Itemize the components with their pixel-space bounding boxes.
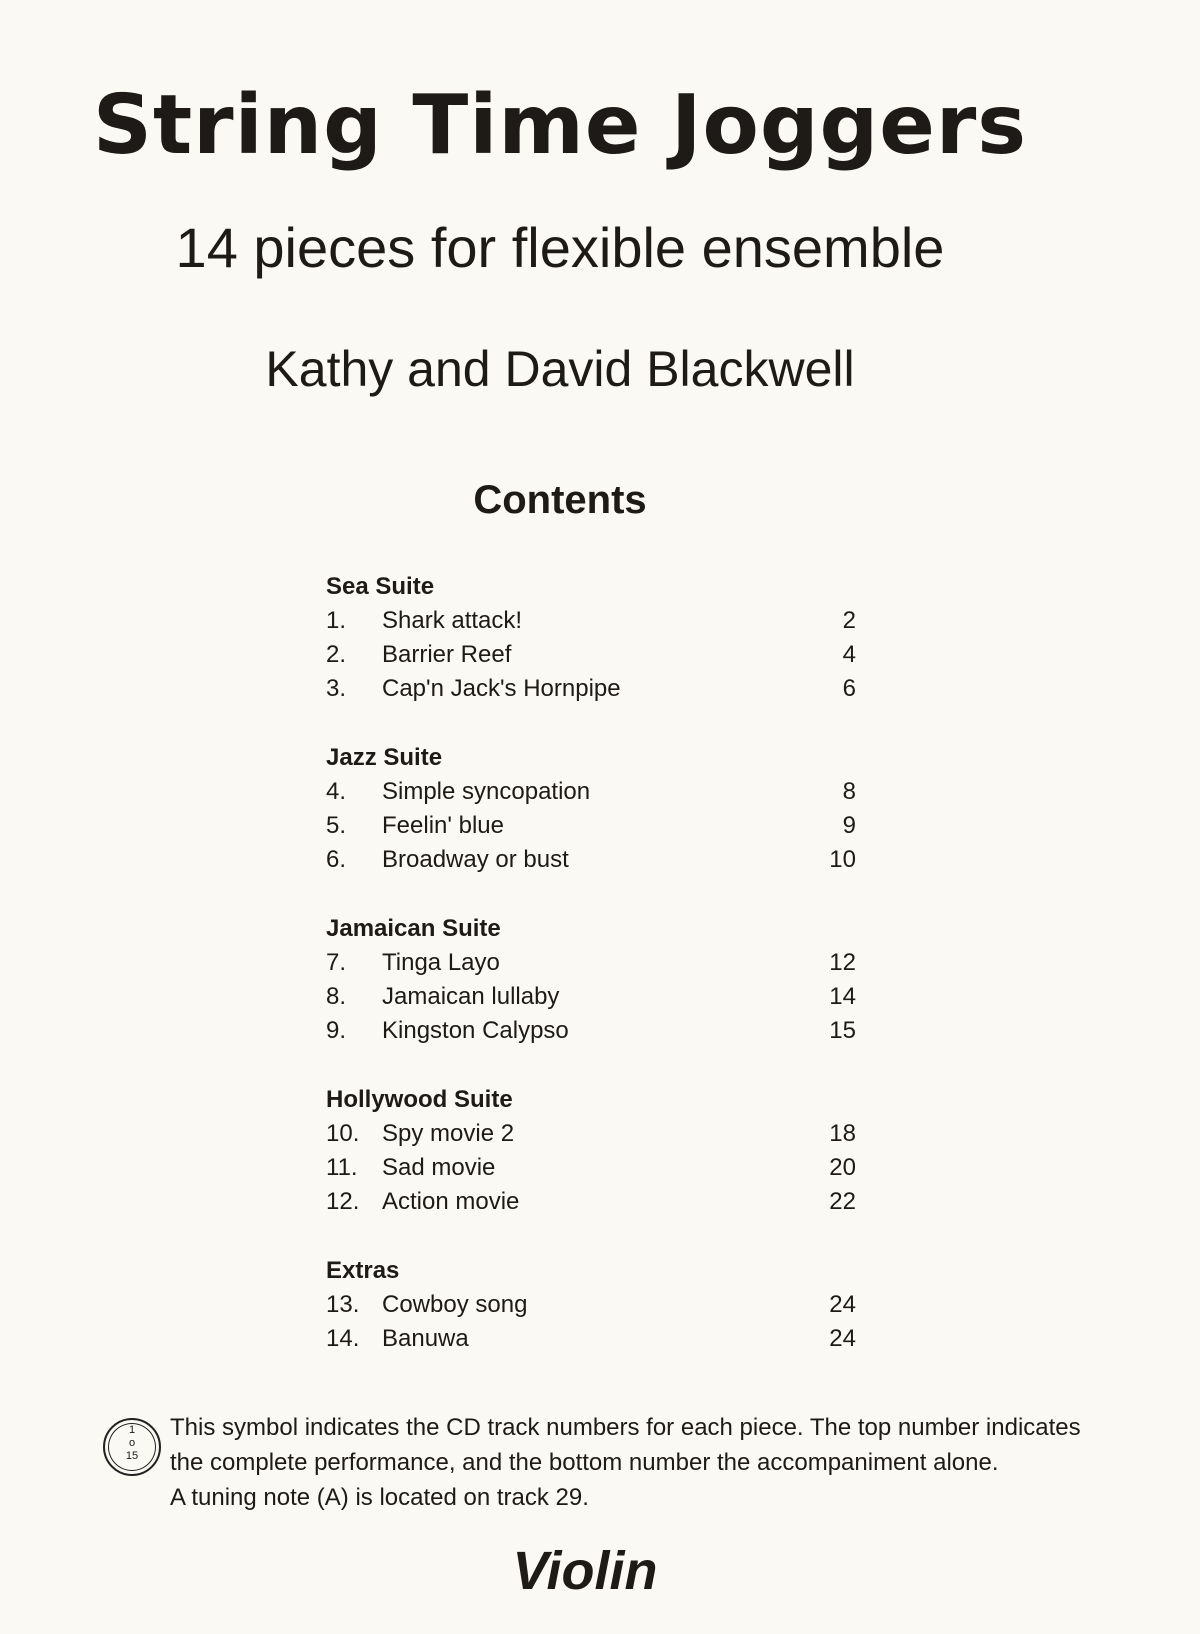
cd-note <box>170 1410 1120 1515</box>
suite-section <box>326 1254 856 1356</box>
suite-section <box>326 741 856 877</box>
page-number: 6 <box>842 675 856 702</box>
page-number: 4 <box>842 641 856 668</box>
piece-number: 14. <box>326 1325 360 1352</box>
piece-number: 3. <box>326 675 347 702</box>
toc-entry <box>326 1185 856 1219</box>
toc-entry <box>326 1151 856 1185</box>
piece-title: Kingston Calypso <box>382 1017 569 1044</box>
piece-title: Jamaican lullaby <box>382 983 560 1010</box>
cd-track-bottom: 15 <box>125 1450 139 1462</box>
page-number: 14 <box>829 983 856 1010</box>
page-number: 8 <box>842 778 856 805</box>
toc-entry <box>326 775 856 809</box>
piece-title: Action movie <box>382 1188 520 1215</box>
toc-entry <box>326 1288 856 1322</box>
toc-entry <box>326 980 856 1014</box>
toc-entry <box>326 672 856 706</box>
toc-entry <box>326 604 856 638</box>
suite-name: Extras <box>326 1257 400 1284</box>
piece-title: Simple syncopation <box>382 778 591 805</box>
suite-name: Jazz Suite <box>326 744 443 771</box>
piece-number: 4. <box>326 778 347 805</box>
suite-section <box>326 912 856 1048</box>
book-title: String Time Joggers <box>92 78 1028 173</box>
piece-number: 9. <box>326 1017 347 1044</box>
toc-entry <box>326 1322 856 1356</box>
note-line: A tuning note (A) is located on track 29. <box>170 1484 589 1511</box>
piece-number: 11. <box>326 1154 358 1181</box>
piece-number: 6. <box>326 846 347 873</box>
toc-entry <box>326 1014 856 1048</box>
page-number: 20 <box>829 1154 856 1181</box>
piece-title: Sad movie <box>382 1154 496 1181</box>
page-number: 15 <box>829 1017 856 1044</box>
toc-entry <box>326 946 856 980</box>
page-number: 22 <box>829 1188 856 1215</box>
table-of-contents <box>326 570 856 1391</box>
page-number: 10 <box>829 846 856 873</box>
piece-number: 8. <box>326 983 347 1010</box>
toc-entry <box>326 1117 856 1151</box>
piece-title: Feelin' blue <box>382 812 504 839</box>
note-line: the complete performance, and the bottom number the accompaniment alone. <box>170 1449 999 1476</box>
toc-entry <box>326 638 856 672</box>
piece-number: 7. <box>326 949 347 976</box>
page-number: 9 <box>842 812 856 839</box>
suite-name: Hollywood Suite <box>326 1086 513 1113</box>
cd-track-mid: o <box>128 1437 136 1449</box>
piece-number: 2. <box>326 641 347 668</box>
piece-title: Cap'n Jack's Hornpipe <box>382 675 621 702</box>
suite-name: Sea Suite <box>326 573 435 600</box>
suite-name: Jamaican Suite <box>326 915 501 942</box>
contents-heading: Contents <box>473 478 647 522</box>
piece-title: Tinga Layo <box>382 949 500 976</box>
page-number: 18 <box>829 1120 856 1147</box>
toc-entry <box>326 843 856 877</box>
cd-track-top: 1 <box>128 1424 136 1436</box>
piece-title: Banuwa <box>382 1325 469 1352</box>
piece-number: 10. <box>326 1120 360 1147</box>
instrument-label: Violin <box>512 1541 658 1601</box>
piece-title: Broadway or bust <box>382 846 569 873</box>
page-number: 24 <box>829 1291 856 1318</box>
page-number: 12 <box>829 949 856 976</box>
piece-number: 13. <box>326 1291 360 1318</box>
piece-title: Shark attack! <box>382 607 523 634</box>
piece-number: 12. <box>326 1188 360 1215</box>
piece-title: Spy movie 2 <box>382 1120 515 1147</box>
piece-number: 5. <box>326 812 347 839</box>
suite-section <box>326 1083 856 1219</box>
piece-number: 1. <box>326 607 347 634</box>
piece-title: Barrier Reef <box>382 641 512 668</box>
authors: Kathy and David Blackwell <box>265 341 855 397</box>
note-line: This symbol indicates the CD track numbers for each piece. The top number indicates <box>170 1414 1081 1441</box>
page-number: 2 <box>842 607 856 634</box>
book-subtitle: 14 pieces for flexible ensemble <box>175 216 945 279</box>
cd-track-icon <box>103 1418 161 1476</box>
suite-section <box>326 570 856 706</box>
toc-entry <box>326 809 856 843</box>
piece-title: Cowboy song <box>382 1291 528 1318</box>
page-number: 24 <box>829 1325 856 1352</box>
